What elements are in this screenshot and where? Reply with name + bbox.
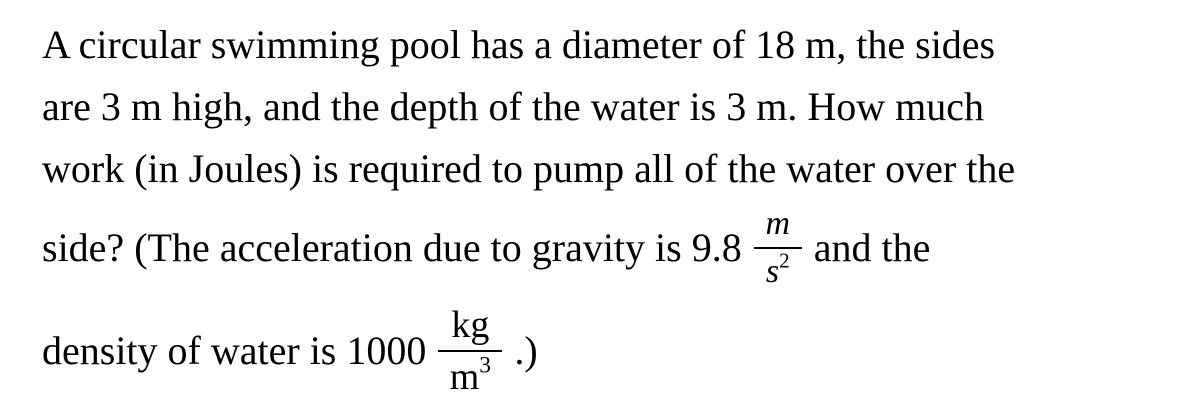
fraction-bar <box>438 350 502 352</box>
density-unit-fraction <box>438 304 502 398</box>
gravity-unit-denominator <box>762 248 794 291</box>
problem-line-2: are 3 m high, and the depth of the water is 3 m. How much <box>42 84 984 129</box>
density-unit-numerator: kg <box>451 304 490 346</box>
problem-line-4 <box>42 200 1172 296</box>
gravity-trailing-text: and the <box>813 225 931 270</box>
fraction-bar <box>754 247 802 249</box>
problem-line-1: A circular swimming pool has a diameter of 18 m, the sides <box>42 22 996 67</box>
density-unit-denominator <box>446 352 495 398</box>
problem-line-3: work (in Joules) is required to pump all of the water over the <box>42 146 1016 191</box>
density-unit-denominator-base: m <box>449 356 480 398</box>
problem-line-5 <box>42 296 1172 406</box>
density-text: density of water is 1000 <box>42 328 427 373</box>
gravity-unit-denominator-base: s <box>765 253 780 290</box>
gravity-unit-fraction <box>754 205 802 291</box>
gravity-unit-exponent: 2 <box>779 248 790 273</box>
gravity-unit-numerator: m <box>765 205 791 242</box>
gravity-text: side? (The acceleration due to gravity is 9.8 <box>42 225 742 270</box>
problem-statement <box>42 14 1172 406</box>
density-trailing-text: .) <box>514 328 538 373</box>
density-unit-exponent: 3 <box>479 352 492 379</box>
